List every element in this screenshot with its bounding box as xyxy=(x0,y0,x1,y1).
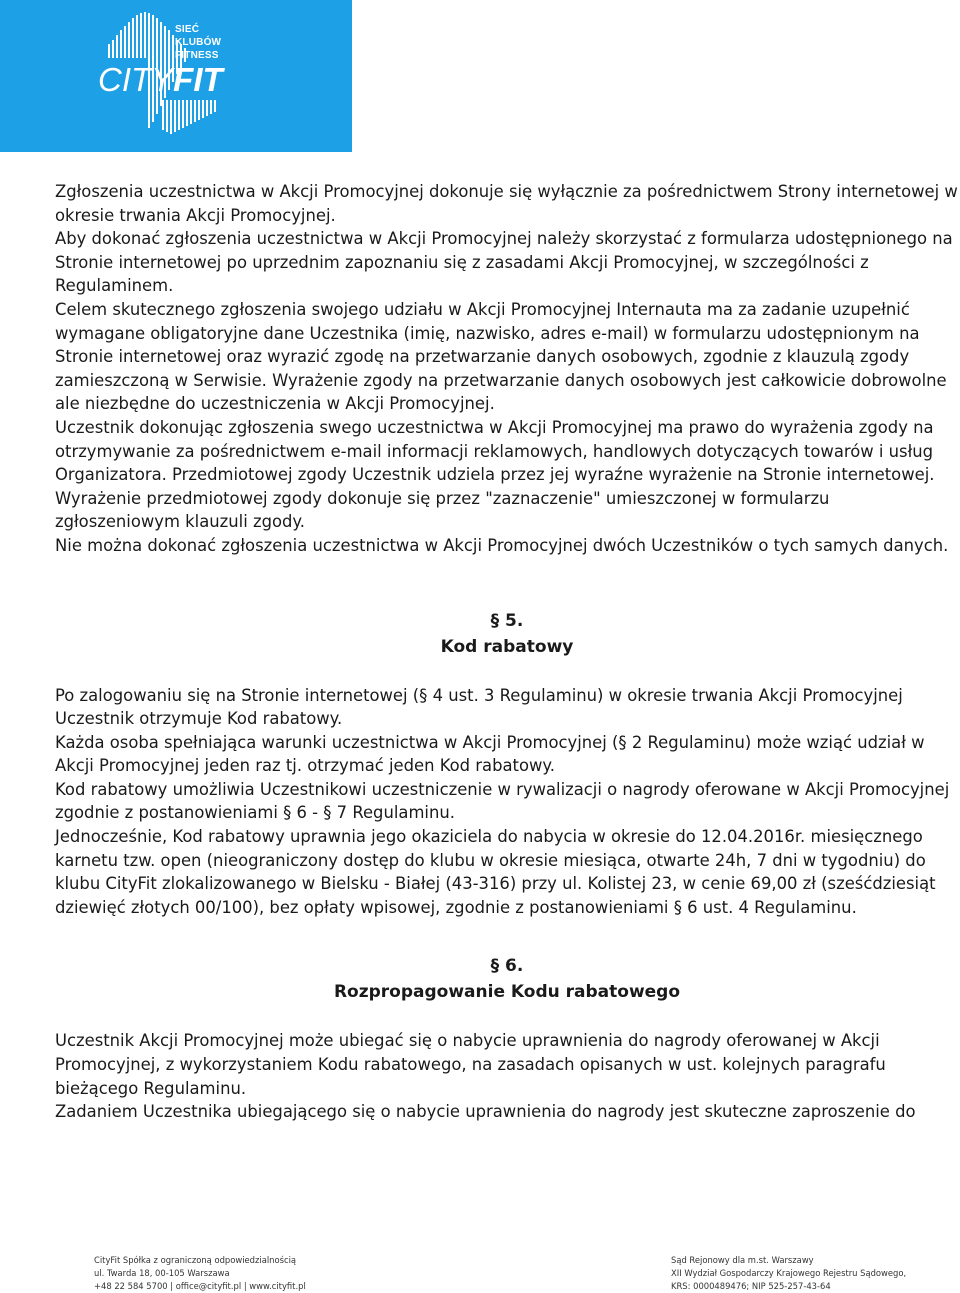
section-6-number: § 6. xyxy=(490,956,524,977)
logo-stripe xyxy=(140,13,142,58)
logo-stripe xyxy=(202,100,204,118)
footer-krs-nip: KRS: 0000489476; NIP 525-257-43-64 xyxy=(671,1281,831,1291)
logo-stripe xyxy=(178,100,180,130)
paragraph: Uczestnik Akcji Promocyjnej może ubiegać się o nabycie uprawnienia do nagrody oferowanej w Akcji Promocyjnej, z wykorzystaniem Kodu rabatowego, na zasadach opisanych w ust. kolejnych paragrafu bieżącego Regulaminu. xyxy=(55,1031,886,1098)
logo-wordmark-city: CITY xyxy=(98,61,174,98)
logo-stripe xyxy=(128,22,130,58)
footer-company-name: CityFit Spółka z ograniczoną odpowiedzialnością xyxy=(94,1255,297,1265)
paragraph: Kod rabatowy umożliwia Uczestnikowi uczestniczenie w rywalizacji o nagrody oferowane w Akcji Promocyjnej zgodnie z postanowieniami § 6 - § 7 Regulaminu. xyxy=(55,779,950,823)
logo-stripe xyxy=(186,100,188,126)
paragraph: Jednocześnie, Kod rabatowy uprawnia jego okaziciela do nabycia w okresie do 12.04.2016r. miesięcznego karnetu tzw. open (nieograniczony dostęp do klubu w okresie miesiąca, otwarte 24h, 7 dni w tygodniu) do klubu CityFit zlokalizowanego w Bielsku - Białej (43-316) przy ul. Kolistej 23, w cenie 69,00 zł (sześćdziesiąt dziewięć złotych 00/100), bez opłaty wpisowej, zgodnie z postanowieniami § 6 ust. 4 Regulaminu. xyxy=(55,827,936,917)
logo-stripe xyxy=(144,12,146,58)
logo-stripe xyxy=(182,100,184,128)
logo-stripe xyxy=(206,100,208,116)
footer-contact: +48 22 584 5700 | office@cityfit.pl | www.cityfit.pl xyxy=(94,1281,306,1291)
logo-stripe xyxy=(112,40,114,58)
logo-wordmark xyxy=(98,62,223,98)
logo-stripe xyxy=(170,100,172,134)
paragraph: Uczestnik dokonując zgłoszenia swego uczestnictwa w Akcji Promocyjnej ma prawo do wyrażenia zgody na otrzymywanie za pośrednictwem e-mail informacji reklamowych, handlowych dotyczących towarów i usług Organizatora. Przedmiotowej zgody Uczestnik udziela przez jej wyraźne wyrażenie na Stronie internetowej. Wyrażenie przedmiotowej zgody dokonuje się przez "zaznaczenie" umieszczonej w formularzu zgłoszeniowym klauzuli zgody. xyxy=(55,417,935,532)
paragraph: Nie można dokonać zgłoszenia uczestnictwa w Akcji Promocyjnej dwóch Uczestników o tych samych danych. xyxy=(55,535,949,555)
footer-registry-info xyxy=(671,1254,906,1293)
paragraph: Celem skutecznego zgłoszenia swojego udziału w Akcji Promocyjnej Internauta ma za zadanie uzupełnić wymagane obligatoryjne dane Uczestnika (imię, nazwisko, adres e-mail) w formularzu udostępnionym na Stronie internetowej oraz wyrazić zgodę na przetwarzanie danych osobowych, zgodnie z klauzulą zgody zamieszczoną w Serwisie. Wyrażenie zgody na przetwarzanie danych osobowych jest całkowicie dobrowolne ale niezbędne do uczestniczenia w Akcji Promocyjnej. xyxy=(55,299,947,414)
cityfit-logo xyxy=(0,0,352,152)
paragraph: Aby dokonać zgłoszenia uczestnictwa w Akcji Promocyjnej należy skorzystać z formularza udostępnionego na Stronie internetowej po uprzednim zapoznaniu się z zasadami Akcji Promocyjnej, w szczególności z Regulaminem. xyxy=(55,229,953,296)
paragraph: Zadaniem Uczestnika ubiegającego się o nabycie uprawnienia do nagrody jest skuteczne zaproszenie do xyxy=(55,1102,916,1122)
paragraph: Każda osoba spełniająca warunki uczestnictwa w Akcji Promocyjnej (§ 2 Regulaminu) może wziąć udział w Akcji Promocyjnej jeden raz tj. otrzymać jeden Kod rabatowy. xyxy=(55,732,925,776)
footer-court: Sąd Rejonowy dla m.st. Warszawy xyxy=(671,1255,814,1265)
logo-wordmark-fit: FIT xyxy=(173,61,223,98)
footer-address: ul. Twarda 18, 00-105 Warszawa xyxy=(94,1268,230,1278)
logo-stripe xyxy=(214,100,216,112)
paragraph: Zgłoszenia uczestnictwa w Akcji Promocyjnej dokonuje się wyłącznie za pośrednictwem Strony internetowej w okresie trwania Akcji Promocyjnej. xyxy=(55,182,958,225)
logo-stripe xyxy=(210,100,212,114)
logo-stripe xyxy=(166,100,168,132)
document-body xyxy=(55,180,959,1124)
logo-stripe xyxy=(108,44,110,58)
logo-stripe xyxy=(124,26,126,58)
paragraph: Po zalogowaniu się na Stronie internetowej (§ 4 ust. 3 Regulaminu) w okresie trwania Akcji Promocyjnej Uczestnik otrzymuje Kod rabatowy. xyxy=(55,685,903,729)
footer-company-info xyxy=(94,1254,306,1293)
logo-stripe xyxy=(162,100,164,130)
logo-stripe xyxy=(190,100,192,124)
section-6-title: Rozpropagowanie Kodu rabatowego xyxy=(333,982,681,1003)
footer-court-division: XII Wydział Gospodarczy Krajowego Rejestru Sądowego, xyxy=(671,1268,907,1278)
logo-stripe xyxy=(174,100,176,132)
section-5-title: Kod rabatowy xyxy=(440,636,574,657)
section-5-number: § 5. xyxy=(490,610,524,631)
logo-tagline-siec: SIEĆ xyxy=(175,24,200,35)
logo-stripe xyxy=(198,100,200,120)
logo-stripe xyxy=(116,35,118,58)
logo-tagline-fitness: FITNESS xyxy=(175,50,219,61)
logo-stripe xyxy=(194,100,196,122)
logo-tagline-klubow: KLUBÓW xyxy=(175,37,222,48)
logo-stripe xyxy=(120,30,122,58)
logo-stripe xyxy=(136,15,138,58)
logo-stripe xyxy=(132,18,134,58)
